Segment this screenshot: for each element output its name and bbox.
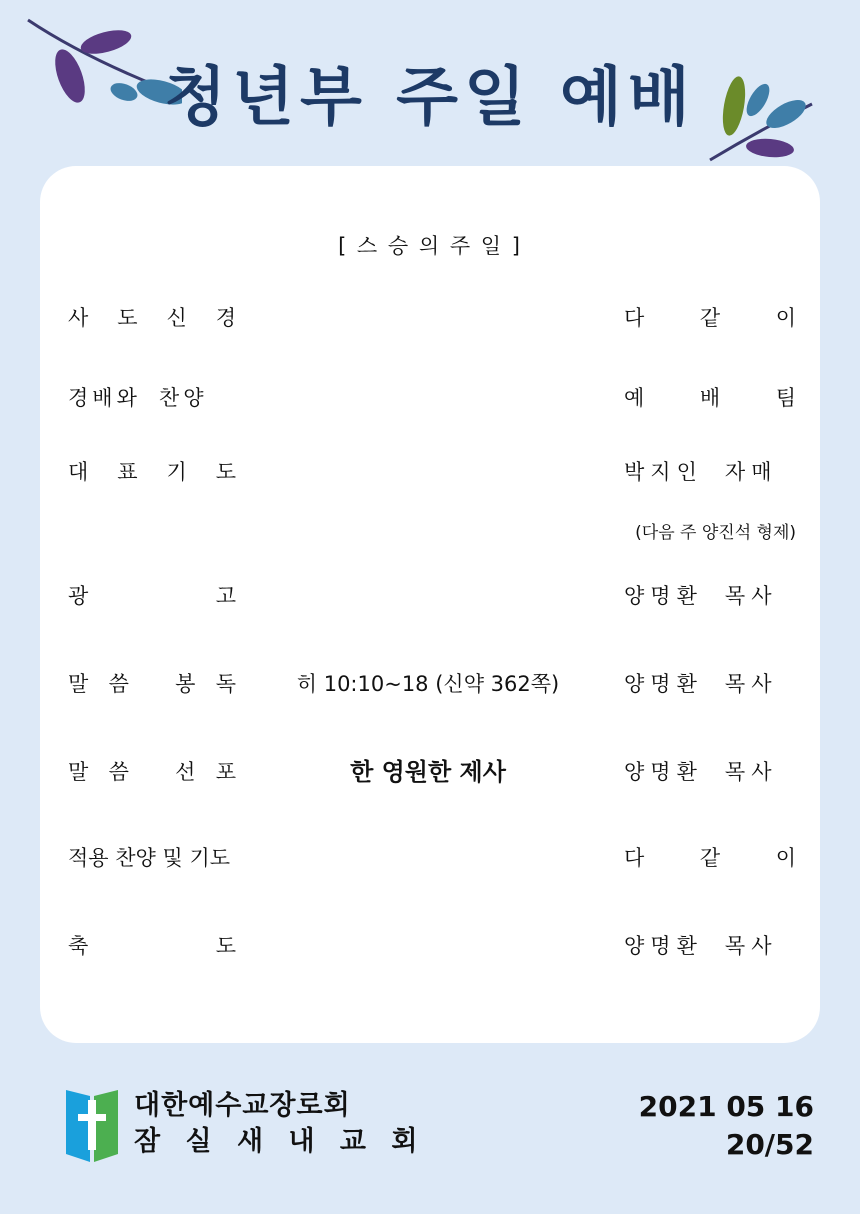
program-row <box>40 298 820 338</box>
denomination-name: 대한예수교장로회 <box>134 1090 351 1121</box>
program-row <box>40 838 820 878</box>
date-block <box>639 1088 814 1164</box>
row-role: 경 배 와 찬 양 <box>68 386 204 410</box>
row-role: 광 고 <box>68 584 236 608</box>
row-role: 말 씀 봉 독 <box>68 672 236 696</box>
row-role: 사 도 신 경 <box>68 306 236 330</box>
row-role: 축 도 <box>68 934 236 958</box>
program-row <box>40 664 820 704</box>
row-person: 양 명 환 목 사 <box>624 672 772 696</box>
row-role: 말 씀 선 포 <box>68 760 236 784</box>
row-person: 양 명 환 목 사 <box>624 584 772 608</box>
sermon-title: 한 영원한 제사 <box>350 758 506 786</box>
service-subtitle: [ 스 승 의 주 일 ] <box>338 234 522 258</box>
program-row <box>40 576 820 616</box>
program-row <box>40 452 820 492</box>
church-logo-icon <box>66 1088 118 1164</box>
church-local-name: 잠 실 새 내 교 회 <box>134 1126 426 1157</box>
row-person: 다 같 이 <box>624 306 796 330</box>
row-person: 양 명 환 목 사 <box>624 760 772 784</box>
program-card <box>40 166 820 1043</box>
program-row <box>40 926 820 966</box>
service-date: 2021 05 16 <box>638 1090 814 1123</box>
row-person: 예 배 팀 <box>624 386 796 410</box>
row-person: 다 같 이 <box>624 846 796 870</box>
church-name <box>134 1088 426 1160</box>
page-title: 청년부 주일 예배 <box>164 61 696 135</box>
row-role: 대 표 기 도 <box>68 460 236 484</box>
row-person: 양 명 환 목 사 <box>624 934 772 958</box>
row-role: 적용 찬양 및 기도 <box>68 846 231 870</box>
scripture-reference: 히 10:10~18 (신약 362쪽) <box>296 672 560 696</box>
week-counter: 20/52 <box>725 1128 814 1161</box>
program-row <box>40 752 820 792</box>
program-row <box>40 378 820 418</box>
row-person: 박 지 인 자 매 <box>624 460 772 484</box>
next-week-note: (다음 주 양진석 형제) <box>635 523 796 543</box>
